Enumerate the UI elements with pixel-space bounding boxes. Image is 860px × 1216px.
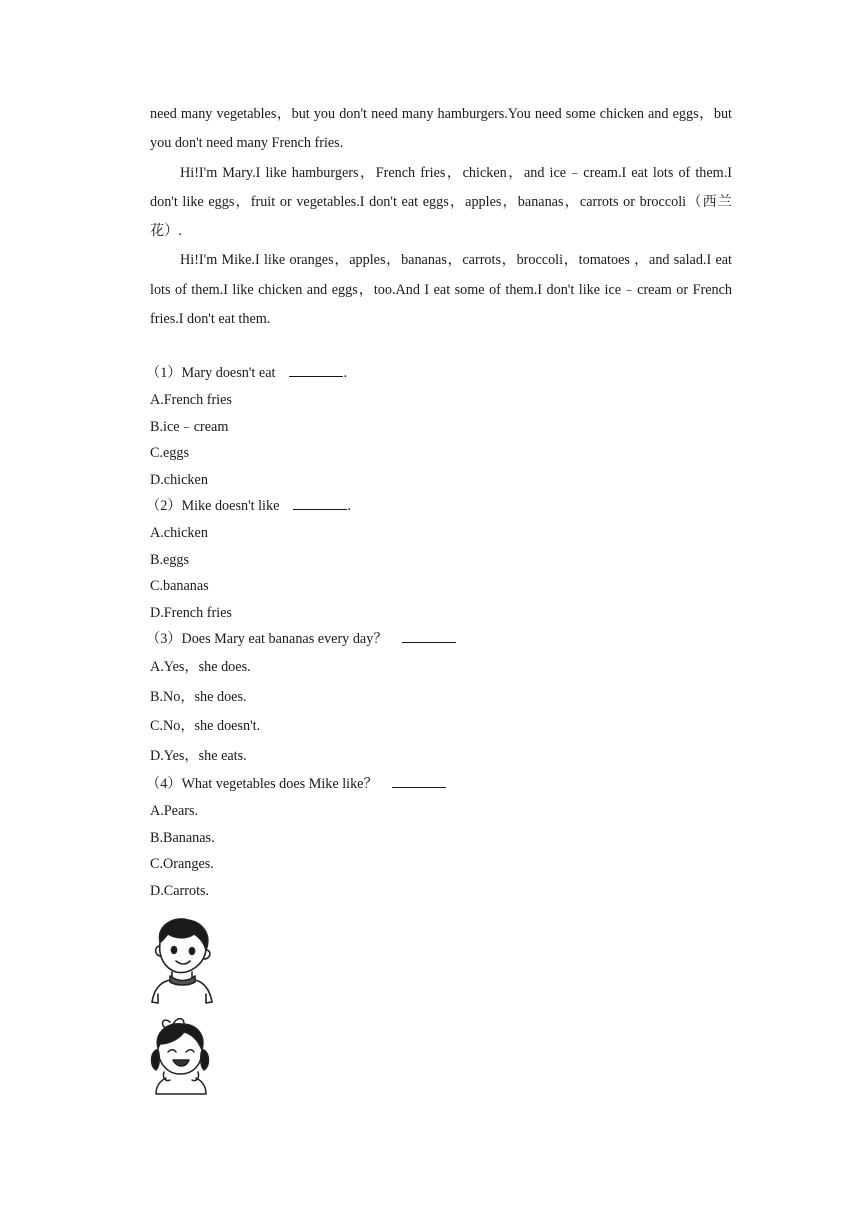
illustrations: [146, 912, 218, 1096]
option-c: C.No，she doesn't.: [150, 718, 261, 735]
answer-blank: [289, 362, 343, 377]
question-3-stem: （3）Does Mary eat bananas every day？: [146, 631, 388, 648]
passage-paragraph-mike: Hi!I'm Mike.I like oranges，apples，bananas，carrots，broccoli，tomatoes ，and salad.I eat lots of them.I like chicken and eggs，too.And I eat some of them.I don't like ice﹣cream or French fries.I don't eat them.: [150, 252, 732, 328]
question-2-stem: （2）Mike doesn't like: [146, 498, 280, 515]
answer-blank: [392, 773, 446, 788]
option-d: D.Carrots.: [150, 882, 210, 899]
question-2: [146, 493, 732, 626]
passage-paragraph-0: need many vegetables，but you don't need many hamburgers.You need some chicken and eggs，but you don't need many French fries.: [150, 106, 732, 152]
passage-paragraph-mary: Hi!I'm Mary.I like hamburgers，French fries，chicken，and ice﹣cream.I eat lots of them.I don't like eggs，fruit or vegetables.I don't eat eggs，apples，bananas，carrots or broccoli（西兰花）.: [150, 164, 732, 240]
option-c: C.bananas: [150, 578, 209, 595]
option-c: C.Oranges.: [150, 856, 214, 873]
option-d: D.chicken: [150, 471, 208, 488]
question-1-trail: .: [343, 365, 347, 382]
boy-cartoon-icon: [146, 912, 218, 1008]
option-b: B.Bananas.: [150, 829, 215, 846]
option-a: A.Pears.: [150, 803, 199, 820]
question-2-trail: .: [347, 498, 351, 515]
question-3: [146, 626, 732, 771]
answer-blank: [402, 628, 456, 643]
question-1-stem: （1）Mary doesn't eat: [146, 365, 276, 382]
option-d: D.French fries: [150, 604, 232, 621]
option-a: A.French fries: [150, 392, 232, 409]
option-a: A.Yes，she does.: [150, 659, 251, 676]
option-b: B.No，she does.: [150, 688, 247, 705]
question-4: [146, 771, 732, 904]
option-b: B.eggs: [150, 551, 190, 568]
option-b: B.ice﹣cream: [150, 418, 229, 435]
option-d: D.Yes，she eats.: [150, 747, 247, 764]
answer-blank: [293, 495, 347, 510]
questions-list: [146, 360, 732, 904]
girl-cartoon-icon: [148, 1014, 214, 1096]
worksheet-page: [146, 100, 732, 904]
question-1: [146, 360, 732, 493]
option-c: C.eggs: [150, 445, 190, 462]
option-a: A.chicken: [150, 525, 208, 542]
question-4-stem: （4）What vegetables does Mike like？: [146, 776, 378, 793]
